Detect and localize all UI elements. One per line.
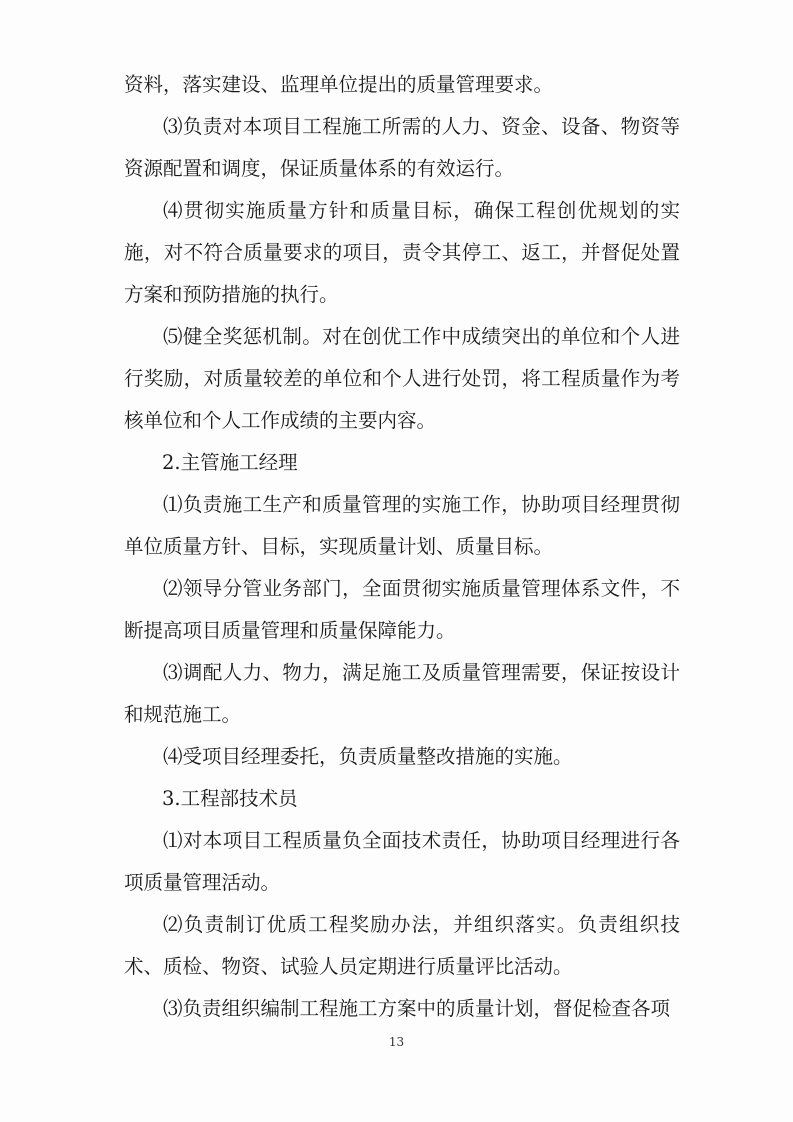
paragraph-item-2-departments: ⑵领导分管业务部门，全面贯彻实施质量管理体系文件，不断提高项目质量管理和质量保障能力。 [124, 577, 680, 642]
section-heading-technician: 3.工程部技术员 [162, 787, 298, 810]
section-heading-construction-manager: 2.主管施工经理 [162, 451, 298, 474]
paragraph-item-4-rectification: ⑷受项目经理委托，负责质量整改措施的实施。 [163, 745, 573, 768]
paragraph-item-1-production: ⑴负责施工生产和质量管理的实施工作，协助项目经理贯彻单位质量方针、目标，实现质量计划、质量目标。 [124, 493, 680, 558]
page-number: 13 [388, 1035, 405, 1049]
paragraph-item-3-quality-plan: ⑶负责组织编制工程施工方案中的质量计划，督促检查各项 [163, 997, 671, 1020]
paragraph-item-3-resources: ⑶负责对本项目工程施工所需的人力、资金、设备、物资等资源配置和调度，保证质量体系的有效运行。 [124, 115, 680, 180]
paragraph-item-5-incentives: ⑸健全奖惩机制。对在创优工作中成绩突出的单位和个人进行奖励，对质量较差的单位和个人进行处罚，将工程质量作为考核单位和个人工作成绩的主要内容。 [124, 325, 680, 432]
document-body [124, 64, 680, 1030]
paragraph-continuation: 资料，落实建设、监理单位提出的质量管理要求。 [124, 73, 554, 96]
paragraph-item-1-technical-responsibility: ⑴对本项目工程质量负全面技术责任，协助项目经理进行各项质量管理活动。 [124, 829, 680, 894]
paragraph-item-3-allocation: ⑶调配人力、物力，满足施工及质量管理需要，保证按设计和规范施工。 [124, 661, 680, 726]
paragraph-item-2-reward-methods: ⑵负责制订优质工程奖励办法，并组织落实。负责组织技术、质检、物资、试验人员定期进行质量评比活动。 [124, 913, 680, 978]
paragraph-item-4-quality-policy: ⑷贯彻实施质量方针和质量目标，确保工程创优规划的实施，对不符合质量要求的项目，责令其停工、返工，并督促处置方案和预防措施的执行。 [124, 199, 680, 306]
